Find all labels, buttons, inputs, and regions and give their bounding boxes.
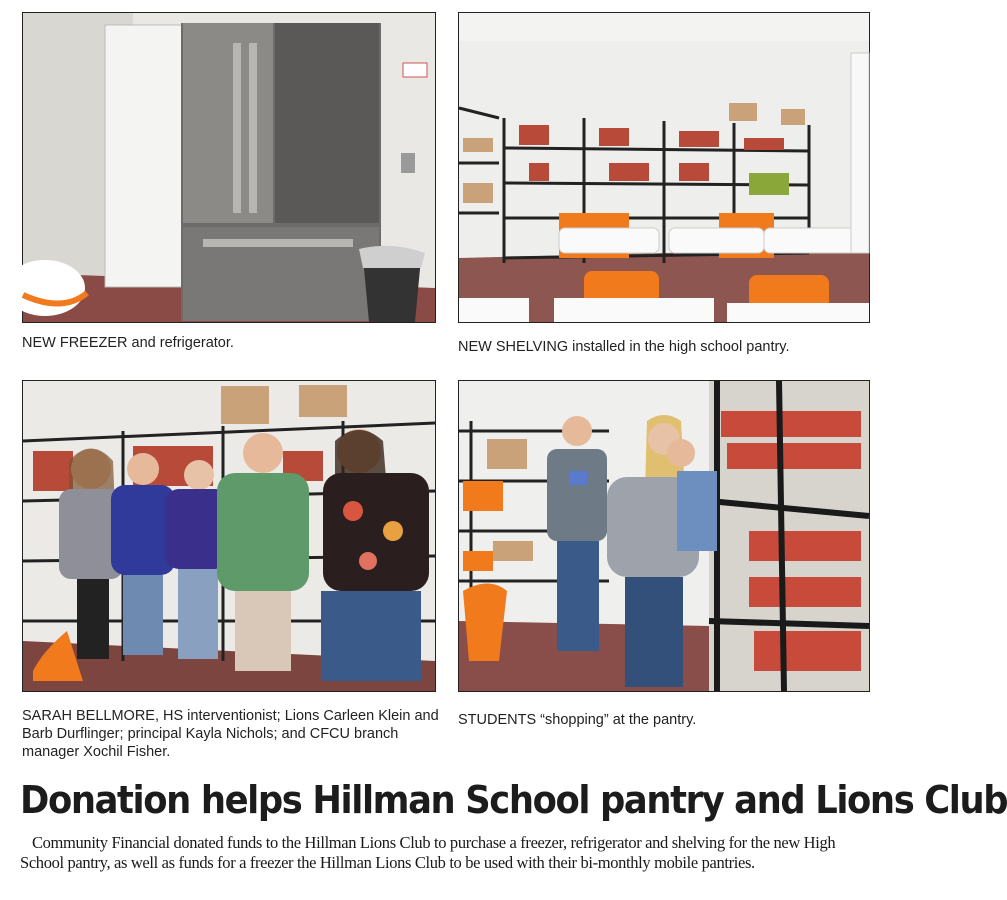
photo-group-volunteers — [22, 380, 436, 692]
article-headline: Donation helps Hillman School pantry and Lions Club — [20, 778, 1007, 822]
article-body: Community Financial donated funds to the Hillman Lions Club to purchase a freezer, refrigerator and shelving for the new High School pantry, as well as funds for a freezer the Hillman Lions Club to be used with their bi-monthly mobile pantries. — [20, 833, 836, 872]
caption-photo-1: NEW FREEZER and refrigerator. — [22, 335, 234, 351]
caption-photo-3: SARAH BELLMORE, HS interventionist; Lions Carleen Klein and Barb Durflinger; principal Kayla Nichols; and CFCU branch manager Xochil Fisher. — [22, 708, 439, 760]
caption-photo-2: NEW SHELVING installed in the high school pantry. — [458, 339, 790, 355]
photo-students-shopping — [458, 380, 870, 692]
photo-freezer-refrigerator — [22, 12, 436, 323]
photo-new-shelving — [458, 12, 870, 323]
caption-photo-4: STUDENTS “shopping” at the pantry. — [458, 712, 697, 728]
